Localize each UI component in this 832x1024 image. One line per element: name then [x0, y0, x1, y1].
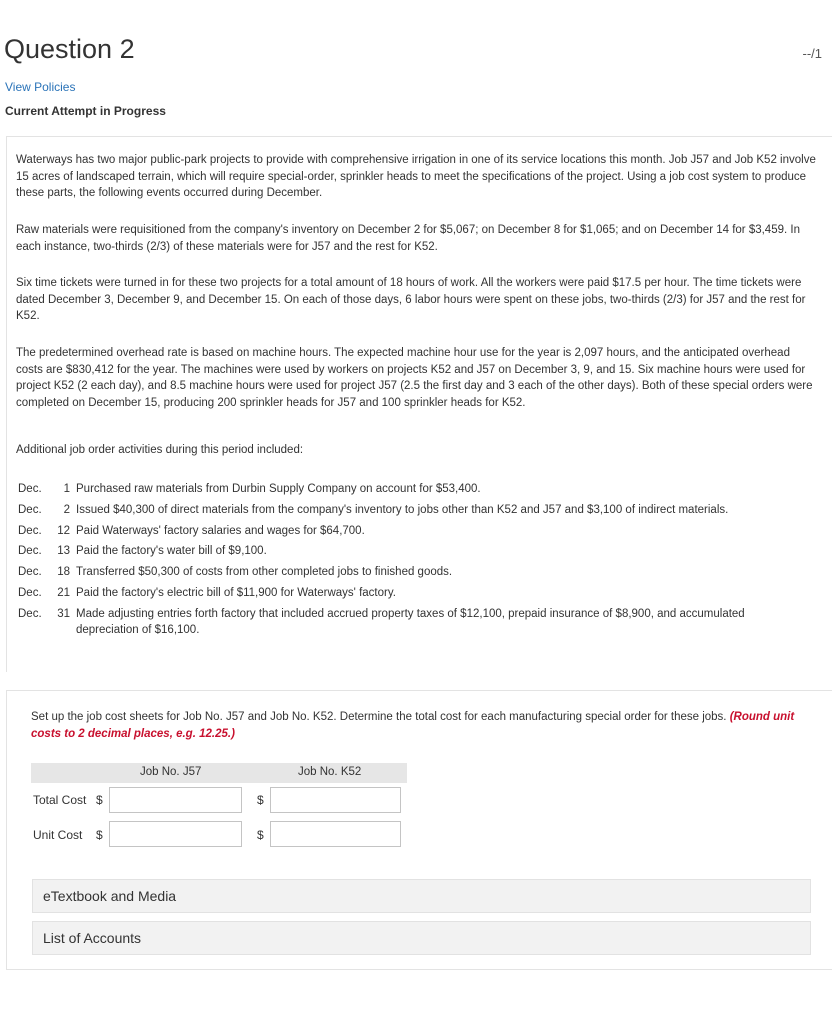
event-month: Dec. — [18, 545, 42, 558]
event-text: Paid Waterways' factory salaries and wages for $64,700. — [76, 524, 365, 537]
event-day: 18 — [57, 566, 70, 579]
attempt-status: Current Attempt in Progress — [5, 104, 166, 118]
event-month: Dec. — [18, 586, 42, 599]
event-month: Dec. — [18, 524, 42, 537]
event-item — [18, 606, 808, 639]
event-text: Paid the factory's water bill of $9,100. — [76, 545, 267, 558]
event-month: Dec. — [18, 483, 42, 495]
unit-cost-j57-input[interactable] — [109, 821, 242, 847]
column-header-k52: Job No. K52 — [298, 766, 362, 778]
problem-paragraph-overhead: The predetermined overhead rate is based on machine hours. The expected machine hour use for the year is 2,097 hours, and the anticipated overhead costs are $830,412 for the year. The machines were used by workers on projects K52 and J57 on December 3, 9, and 15. Six machine hours were used for project K52 (2 each day), and 8.5 machine hours were used for project J57 (2.5 the first day and 3 each of the other days). Both of these special orders were completed on December 15, producing 200 sprinkler heads for J57 and 100 sprinkler heads for K52. — [16, 347, 813, 409]
instructions-text: Set up the job cost sheets for Job No. J57 and Job No. K52. Determine the total cost for each manufacturing special order for these jobs. — [31, 711, 727, 723]
event-item — [18, 502, 808, 519]
currency-symbol: $ — [257, 828, 264, 842]
event-day: 31 — [57, 607, 70, 620]
problem-paragraph-labor: Six time tickets were turned in for these two projects for a total amount of 18 hours of work. All the workers were paid $17.5 per hour. The time tickets were dated December 3, December 9, and December 15. On each of those days, 6 labor hours were spent on these jobs, two-thirds (2/3) for J57 and the rest for K52. — [16, 277, 806, 322]
event-day: 1 — [63, 483, 70, 495]
total-cost-j57-input[interactable] — [109, 787, 242, 813]
problem-paragraph-intro: Waterways has two major public-park projects to provide with comprehensive irrigation in one of its service locations this month. Job J57 and Job K52 involve 15 acres of landscaped terrain, which will require special-order, sprinkler heads to meet the specifications of the project. Using a job cost system to produce these parts, the following events occurred during December. — [16, 154, 816, 199]
event-text: Issued $40,300 of direct materials from the company's inventory to jobs other than K52 and J57 and $3,100 of indirect materials. — [76, 503, 729, 516]
event-month: Dec. — [18, 503, 42, 516]
event-item — [18, 543, 808, 560]
event-text: Paid the factory's electric bill of $11,900 for Waterways' factory. — [76, 586, 396, 599]
event-text: Made adjusting entries forth factory that included accrued property taxes of $12,100, prepaid insurance of $8,900, and accumulated depreciation of $16,100. — [76, 607, 745, 637]
view-policies-link[interactable]: View Policies — [5, 80, 76, 94]
event-item — [18, 585, 808, 602]
currency-symbol: $ — [96, 793, 103, 807]
event-list — [18, 481, 808, 643]
event-text: Purchased raw materials from Durbin Supply Company on account for $53,400. — [76, 483, 481, 495]
answer-instructions — [31, 709, 811, 743]
currency-symbol: $ — [257, 793, 264, 807]
column-header-j57: Job No. J57 — [140, 766, 202, 778]
etextbook-media-button[interactable]: eTextbook and Media — [32, 879, 811, 913]
problem-paragraph-materials: Raw materials were requisitioned from the company's inventory on December 2 for $5,067; on December 8 for $1,065; and on December 14 for $3,459. In each instance, two-thirds (2/3) of these materials were for J57 and the rest for K52. — [16, 224, 800, 253]
event-item — [18, 564, 808, 581]
problem-paragraph-additional: Additional job order activities during this period included: — [16, 444, 304, 456]
event-day: 2 — [63, 503, 70, 516]
total-cost-k52-input[interactable] — [270, 787, 401, 813]
rounding-note: (Round unit costs to 2 decimal places, e.g. 12.25.) — [31, 711, 795, 740]
event-day: 21 — [57, 586, 70, 599]
unit-cost-k52-input[interactable] — [270, 821, 401, 847]
list-of-accounts-button[interactable]: List of Accounts — [32, 921, 811, 955]
currency-symbol: $ — [96, 828, 103, 842]
event-item — [18, 481, 808, 498]
event-text: Transferred $50,300 of costs from other completed jobs to finished goods. — [76, 566, 453, 579]
row-label-unit-cost: Unit Cost — [33, 828, 83, 842]
event-day: 12 — [57, 524, 70, 537]
event-item — [18, 523, 808, 540]
question-title: Question 2 — [4, 34, 135, 64]
event-month: Dec. — [18, 607, 42, 620]
question-score: --/1 — [802, 46, 822, 61]
row-label-total-cost: Total Cost — [33, 793, 87, 807]
event-day: 13 — [57, 545, 70, 558]
event-month: Dec. — [18, 566, 42, 579]
